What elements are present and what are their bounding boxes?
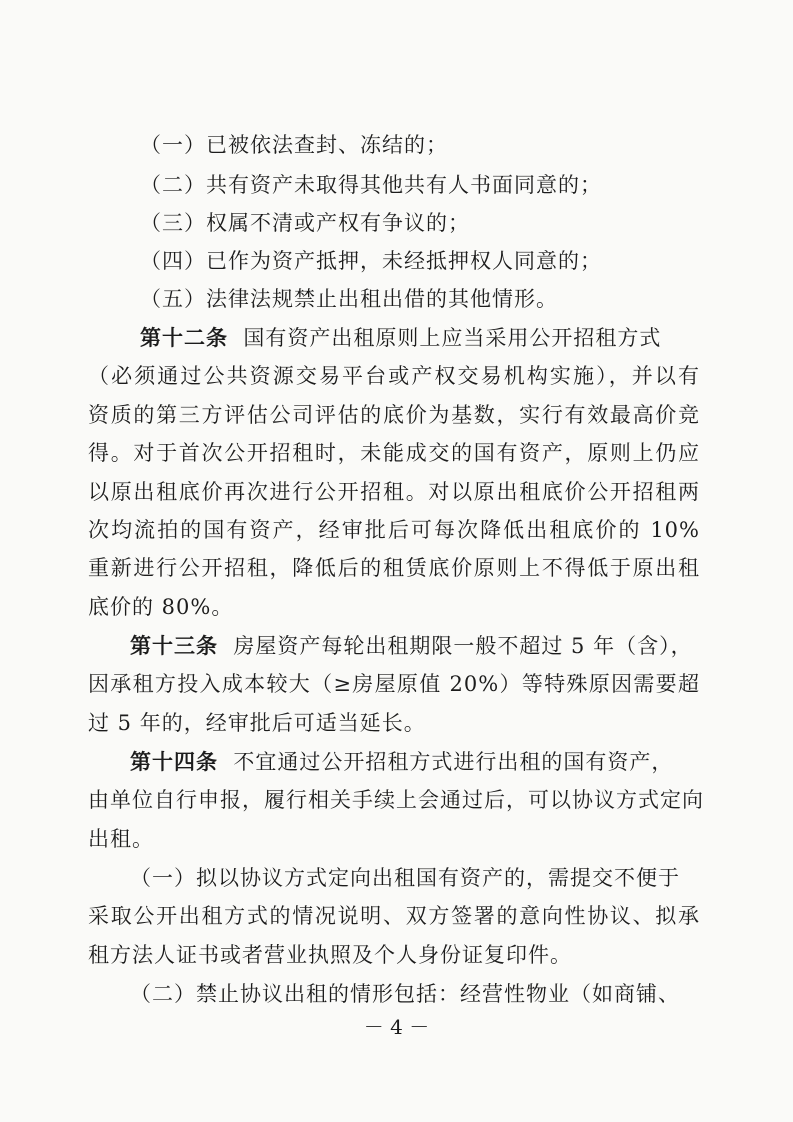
sub1-line: 采取公开出租方式的情况说明、双方签署的意向性协议、拟承: [88, 904, 700, 928]
sub2-line: （二）禁止协议出租的情形包括：经营性物业（如商铺、: [130, 982, 680, 1006]
item-4: （四）已作为资产抵押，未经抵押权人同意的；: [140, 249, 602, 273]
art12-line: 以原出租底价再次进行公开招租。对以原出租底价公开招租两: [88, 480, 700, 504]
art13-line: 因承租方投入成本较大（≥房屋原值 20%）等特殊原因需要超: [88, 672, 700, 696]
art13-line: 房屋资产每轮出租期限一般不超过 5 年（含），: [233, 634, 693, 658]
item-3: （三）权属不清或产权有争议的；: [140, 211, 470, 235]
item-2: （二）共有资产未取得其他共有人书面同意的；: [140, 173, 602, 197]
art12-line: 得。对于首次公开招租时，未能成交的国有资产，原则上仍应: [88, 441, 700, 465]
art12-line: （必须通过公共资源交易平台或产权交易机构实施），并以有: [88, 364, 700, 388]
art13-first-line: [130, 629, 693, 663]
art14-line: 出租。: [88, 827, 154, 851]
art14-line: 由单位自行申报，履行相关手续上会通过后，可以协议方式定向: [88, 788, 704, 812]
art12-line: 次均流拍的国有资产，经审批后可每次降低出租底价的 10%: [88, 518, 700, 542]
art12-line: 国有资产出租原则上应当采用公开招租方式: [243, 326, 662, 350]
art14-first-line: [130, 745, 673, 779]
sub1-line: （一）拟以协议方式定向出租国有资产的，需提交不便于: [130, 866, 680, 890]
art14-line: 不宜通过公开招租方式进行出租的国有资产，: [233, 750, 674, 774]
page-number: － 4 －: [363, 1015, 430, 1039]
art12-line: 重新进行公开招租，降低后的租赁底价原则上不得低于原出租: [88, 556, 700, 580]
art13-line: 过 5 年的，经审批后可适当延长。: [88, 711, 426, 735]
item-5: （五）法律法规禁止出租出借的其他情形。: [140, 287, 558, 311]
art12-line: 底价的 80%。: [88, 595, 234, 619]
art14-heading: 第十四条: [130, 750, 218, 774]
item-1: （一）已被依法查封、冻结的；: [140, 133, 448, 157]
art12-line: 资质的第三方评估公司评估的底价为基数，实行有效最高价竞: [88, 403, 700, 427]
art13-heading: 第十三条: [130, 634, 218, 658]
art12-heading: 第十二条: [140, 326, 228, 350]
sub1-line: 租方法人证书或者营业执照及个人身份证复印件。: [88, 943, 572, 967]
art12-first-line: [140, 321, 661, 355]
